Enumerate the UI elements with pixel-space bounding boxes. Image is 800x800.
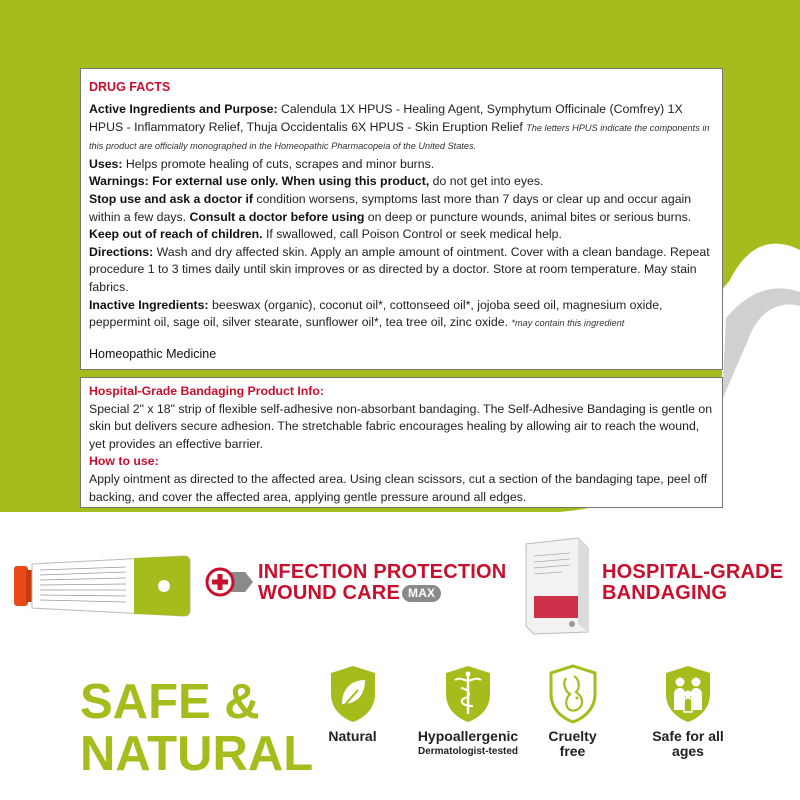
active-text: Calendula 1X HPUS - Healing Agent, Symphytum Officinale (Comfrey) 1X HPUS - Inflammatory Relief, Thuja Occidentalis 6X HPUS - Skin Eruption Relief	[89, 102, 683, 134]
stop-label: Stop use and ask a doctor if	[89, 191, 253, 206]
feature-cruelty-free-label: Cruelty free	[548, 728, 597, 759]
warnings-label: Warnings: For external use only. When using this product,	[89, 174, 430, 189]
ointment-line2	[258, 583, 506, 604]
feature-natural	[315, 664, 390, 744]
inactive-ingredients	[89, 297, 714, 333]
inactive-text: beeswax (organic), coconut oil*, cottonseed oil*, jojoba seed oil, magnesium oxide, peppermint oil, sage oil, silver stearate, sunflower oil*, tea tree oil, zinc oxide.	[89, 297, 663, 330]
family-shield-icon	[663, 664, 713, 724]
feature-safe-all-ages-label: Safe for all ages	[652, 728, 724, 759]
directions	[89, 244, 714, 297]
feature-cruelty-free	[540, 664, 605, 759]
safe-natural-title	[80, 676, 313, 780]
uses	[89, 156, 714, 174]
stop-text: condition worsens, symptoms last more than 7 days or clear up and occur again within a few days.	[89, 191, 692, 224]
directions-label: Directions:	[89, 244, 154, 259]
feature-hypoallergenic	[402, 664, 534, 757]
keep-text: If swallowed, call Poison Control or seek medical help.	[262, 227, 562, 242]
max-badge: MAX	[402, 585, 441, 602]
warnings-text: do not get into eyes.	[429, 174, 544, 189]
bandage-box-image	[522, 536, 592, 636]
bandage-line2: BANDAGING	[602, 582, 728, 604]
bandage-info-panel	[80, 377, 723, 508]
feature-natural-label: Natural	[328, 728, 377, 744]
feature-hypoallergenic-label: Hypoallergenic	[417, 728, 519, 744]
bandage-info-title: Hospital-Grade Bandaging Product Info:	[89, 384, 325, 398]
hpus-note: The letters HPUS indicate the components in this product are officially monographed in the Homeopathic Pharmacopeia of the United States.	[89, 122, 710, 152]
consult-text: on deep or puncture wounds, animal bites or serious burns.	[364, 209, 692, 224]
active-label: Active Ingredients and Purpose:	[89, 102, 278, 116]
ointment-headline	[258, 562, 506, 604]
feature-safe-all-ages	[648, 664, 728, 759]
homeopathic-medicine-label: Homeopathic Medicine	[89, 346, 217, 361]
keep-label: Keep out of reach of children.	[89, 227, 263, 242]
rabbit-shield-icon	[548, 664, 598, 724]
warnings	[89, 173, 714, 191]
safe-title-line1: SAFE &	[80, 675, 260, 729]
active-ingredients	[89, 101, 714, 156]
drug-facts-title: DRUG FACTS	[89, 80, 171, 94]
inactive-note: *may contain this ingredient	[511, 318, 625, 329]
drug-facts-body	[89, 101, 714, 333]
uses-text: Helps promote healing of cuts, scrapes and minor burns.	[122, 156, 435, 171]
bandage-headline	[602, 562, 783, 604]
directions-text: Wash and dry affected skin. Apply an ample amount of ointment. Cover with a clean bandage. Repeat procedure 1 to 3 times daily until skin improves or as directed by a doctor. Store at room temperature. May stain fabrics.	[89, 244, 710, 294]
safe-title-line2: NATURAL	[80, 727, 314, 781]
bandage-line1: HOSPITAL-GRADE	[602, 561, 784, 583]
ointment-tube-image	[14, 552, 192, 620]
inactive-label: Inactive Ingredients:	[89, 297, 209, 312]
uses-label: Uses:	[89, 156, 123, 171]
drug-facts-panel	[80, 68, 723, 370]
ointment-line1: INFECTION PROTECTION	[258, 561, 507, 583]
leaf-shield-icon	[328, 664, 378, 724]
how-to-use-title: How to use:	[89, 454, 159, 469]
consult-label: Consult a doctor before using	[189, 209, 365, 224]
how-to-use-text: Apply ointment as directed to the affected area. Using clean scissors, cut a section of the bandaging tape, peel off backing, and cover the affected area, applying gentle pressure around all edges.	[89, 471, 708, 504]
medical-cross-arrow-icon	[205, 567, 255, 597]
caduceus-shield-icon	[443, 664, 493, 724]
ointment-line2-text: WOUND CARE	[258, 582, 400, 604]
stop-use	[89, 191, 714, 244]
feature-hypoallergenic-sub: Dermatologist-tested	[417, 746, 518, 757]
bandage-info-text: Special 2" x 18" strip of flexible self-adhesive non-absorbant bandaging. The Self-Adhesive Bandaging is gentle on skin but delivers secure adhesion. The stretchable fabric encourages healing by allowing air to reach the wound, yet provides an effective barrier.	[89, 401, 713, 451]
product-row	[0, 530, 800, 640]
